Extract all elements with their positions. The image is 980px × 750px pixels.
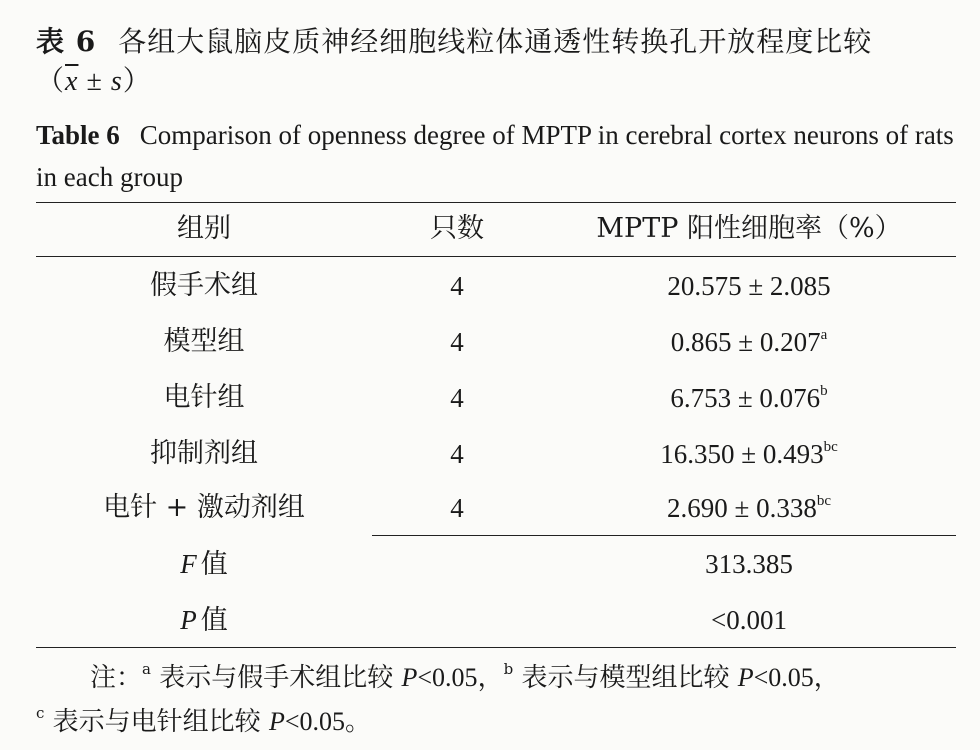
sd-symbol: s — [110, 66, 123, 97]
stat-value-f: 313.385 — [705, 549, 793, 579]
table-top-rule — [36, 202, 956, 203]
row-value — [542, 268, 956, 304]
row-value-sup: a — [820, 327, 828, 343]
table-title-english — [36, 114, 956, 198]
note-p: P — [737, 663, 754, 692]
note-p: P — [401, 663, 418, 692]
stat-letter: F — [180, 549, 197, 579]
row-value-text: 0.865 ± 0.207 — [670, 327, 821, 357]
row-value-sup: b — [820, 383, 828, 399]
note-p: P — [268, 707, 285, 736]
paren-open: （ — [36, 66, 66, 97]
stat-value-p: <0.001 — [711, 605, 787, 635]
row-value-text: 2.690 ± 0.338 — [667, 493, 817, 523]
row-count: 4 — [450, 327, 464, 357]
table-number-cn: 表 6 — [36, 25, 97, 58]
paren-close: ） — [122, 66, 152, 97]
table-notes — [36, 656, 956, 744]
note-sup: b — [503, 660, 514, 678]
header-count: 只数 — [430, 213, 484, 244]
row-value-text: 6.753 ± 0.076 — [670, 383, 821, 413]
stat-label-p — [36, 602, 372, 639]
row-value — [542, 380, 956, 416]
row-group: 模型组 — [163, 326, 245, 357]
header-mptp-rate: MPTP 阳性细胞率（%） — [596, 213, 902, 244]
row-count: 4 — [450, 439, 464, 469]
stat-letter: P — [180, 605, 197, 635]
row-value-text: 20.575 ± 2.085 — [667, 271, 831, 301]
plus-minus: ± — [78, 66, 111, 97]
note-text: 表示与模型组比较 — [513, 663, 738, 693]
header-group: 组别 — [177, 213, 231, 244]
stat-label-f — [36, 546, 372, 583]
table-title-cn-text: 各组大鼠脑皮质神经细胞线粒体通透性转换孔开放程度比较 — [118, 25, 873, 58]
note-text: 表示与电针组比较 — [44, 707, 269, 737]
row-value-text: 16.350 ± 0.493 — [660, 439, 824, 469]
table-bottom-rule — [36, 647, 956, 648]
row-value-sup: bc — [816, 493, 831, 509]
row-count: 4 — [450, 271, 464, 301]
note-cmp: <0.05 — [417, 663, 478, 692]
row-group: 假手术组 — [150, 270, 258, 301]
table-title-en-text: Comparison of openness degree of MPTP in cerebral cortex neurons of rats in each group — [36, 120, 954, 192]
note-cmp: <0.05 — [753, 663, 814, 692]
stat-label-text: 值 — [200, 605, 228, 636]
row-value — [542, 490, 956, 526]
table-header-rule — [36, 256, 956, 257]
row-group: 抑制剂组 — [150, 438, 258, 469]
notes-prefix: 注： — [90, 663, 143, 693]
table-stats-rule — [372, 535, 956, 536]
note-sep: 。 — [345, 707, 372, 737]
note-sep: ， — [813, 663, 840, 693]
table-title-chinese — [36, 22, 956, 102]
row-value — [542, 436, 956, 472]
table-subtitle-mean-sd — [36, 62, 956, 102]
stat-label-text: 值 — [200, 549, 228, 580]
row-group: 电针 + 激动剂组 — [103, 492, 305, 523]
row-value-sup: bc — [823, 439, 838, 455]
table-number-en: Table 6 — [36, 120, 120, 150]
note-sup: c — [36, 704, 45, 722]
row-value — [542, 324, 956, 360]
notes-line-1 — [36, 656, 956, 700]
row-group: 电针组 — [163, 382, 245, 413]
note-cmp: <0.05 — [284, 707, 345, 736]
notes-line-2 — [36, 704, 372, 737]
note-text: 表示与假手术组比较 — [150, 663, 402, 693]
row-count: 4 — [450, 493, 464, 523]
note-sup: a — [142, 660, 151, 678]
row-count: 4 — [450, 383, 464, 413]
note-sep: ， — [477, 663, 504, 693]
mean-symbol: $\overline{x}$ — [65, 66, 79, 97]
